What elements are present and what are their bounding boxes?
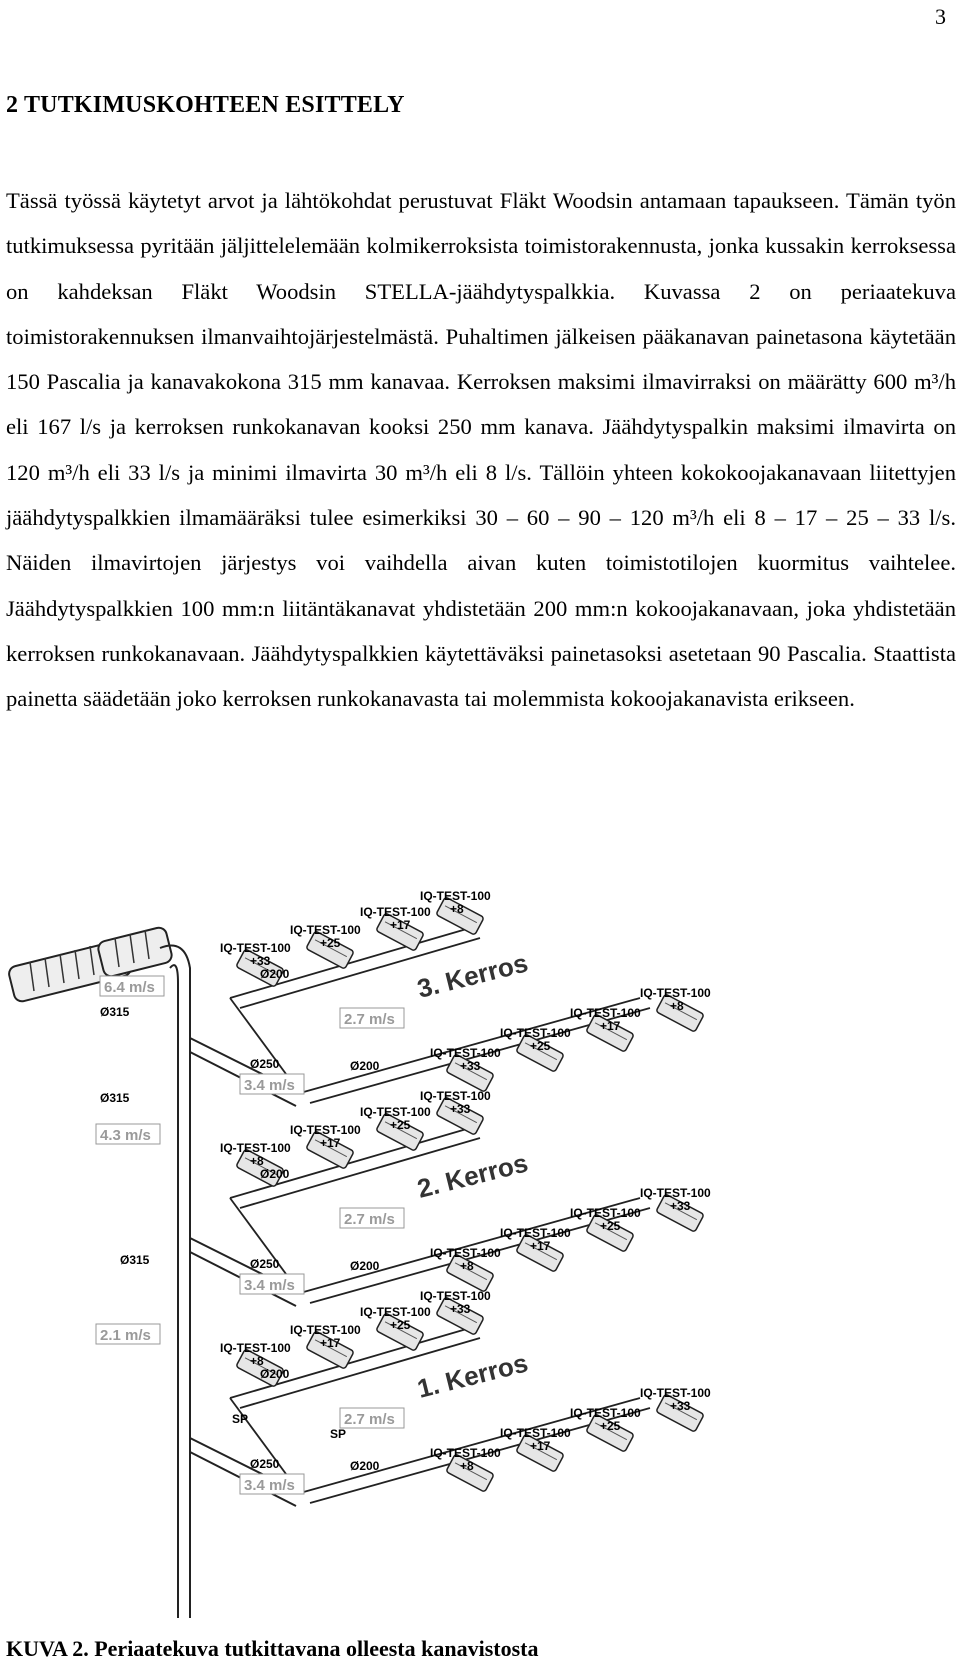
beam-flow-label: +8 <box>460 1459 474 1473</box>
beam-unit-label: IQ-TEST-100 <box>500 1226 571 1240</box>
beam-flow-label: +33 <box>450 1102 471 1116</box>
beam-flow-label: +17 <box>600 1019 621 1033</box>
paragraph-text: Tässä työssä käytetyt arvot ja lähtökohdat perustuvat Fläkt Woodsin antamaan tapaukseen. Tämän työn tutkimuksessa pyritään jäljittelelemään kolmikerroksista toimistorakennusta, jonka kussakin kerroksessa on kahdeksan Fläkt Woodsin STELLA-jäähdytyspalkkia. Kuvassa 2 on periaatekuva toimistorakennuksen ilmanvaihtojärjestelmästä. Puhaltimen jälkeisen pääkanavan painetasona käytetään 150 Pascalia ja kanavakokona 315 mm kanavaa. Kerroksen maksimi ilmavirraksi on määrätty 600 m³/h eli 167 l/s ja kerroksen runkokanavan kooksi 250 mm kanava. Jäähdytyspalkin maksimi ilmavirta on 120 m³/h eli 33 l/s ja minimi ilmavirta 30 m³/h eli 8 l/s. Tällöin yhteen kokokoojakanavaan liitettyjen jäähdytyspalkkien ilmamääräksi tulee esimerkiksi 30 – 60 – 90 – 120 m³/h eli 8 – 17 – 25 – 33 l/s. Näiden ilmavirtojen järjestys voi vaihdella aivan kuten toimistotilojen kuormitus vaihtelee. Jäähdytyspalkkien 100 mm:n liitäntäkanavat yhdistetään 200 mm:n kokoojakanavaan, joka yhdistetään kerroksen runkokanavaan. Jäähdytyspalkkien käytettäväksi painetasoksi asetetaan 90 Pascalia. Staattista painetta säädetään joko kerroksen runkokanavasta tai molemmista kokoojakanavista erikseen. <box>6 188 956 712</box>
header-diameter-b: Ø200 <box>350 1259 380 1273</box>
beam-unit-label: IQ-TEST-100 <box>570 1406 641 1420</box>
beam-flow-label: +8 <box>670 999 684 1013</box>
beam-flow-label: +25 <box>390 1118 411 1132</box>
beam-flow-label: +8 <box>250 1154 264 1168</box>
header-diameter: Ø200 <box>260 967 290 981</box>
trunk-diameter: Ø250 <box>250 1057 280 1071</box>
beam-flow-label: +17 <box>320 1136 341 1150</box>
beam-unit-label: IQ-TEST-100 <box>640 986 711 1000</box>
beam-unit-label: IQ-TEST-100 <box>430 1446 501 1460</box>
header-diameter: Ø200 <box>260 1167 290 1181</box>
beam-flow-label: +17 <box>390 918 411 932</box>
beam-flow-label: +33 <box>250 954 271 968</box>
branch-velocity-a: 2.7 m/s <box>344 1011 395 1028</box>
riser-velocity-mid: 4.3 m/s <box>100 1127 151 1144</box>
sp-label: SP <box>232 1412 249 1426</box>
trunk-diameter: Ø250 <box>250 1257 280 1271</box>
beam-unit-label: IQ-TEST-100 <box>420 1089 491 1103</box>
beam-unit-label: IQ-TEST-100 <box>420 889 491 903</box>
beam-unit-label: IQ-TEST-100 <box>290 923 361 937</box>
beam-flow-label: +33 <box>460 1059 481 1073</box>
beam-unit-label: IQ-TEST-100 <box>290 1323 361 1337</box>
beam-unit-label: IQ-TEST-100 <box>430 1046 501 1060</box>
duct-system-figure <box>0 888 960 1634</box>
beam-flow-label: +25 <box>390 1318 411 1332</box>
beam-flow-label: +17 <box>320 1336 341 1350</box>
beam-flow-label: +25 <box>320 936 341 950</box>
beam-unit-label: IQ-TEST-100 <box>430 1246 501 1260</box>
beam-unit-label: IQ-TEST-100 <box>570 1006 641 1020</box>
main-riser-duct <box>160 946 190 1619</box>
riser-velocity-low: 2.1 m/s <box>100 1327 151 1344</box>
floor-label: 1. Kerros <box>414 1347 531 1404</box>
beam-unit-label: IQ-TEST-100 <box>360 905 431 919</box>
branch-velocity-b: 3.4 m/s <box>244 1077 295 1094</box>
beam-unit-label: IQ-TEST-100 <box>360 1105 431 1119</box>
header-diameter-b: Ø200 <box>350 1059 380 1073</box>
beam-flow-label: +8 <box>460 1259 474 1273</box>
beam-flow-label: +25 <box>600 1219 621 1233</box>
beam-unit-label: IQ-TEST-100 <box>420 1289 491 1303</box>
beam-unit-label: IQ-TEST-100 <box>290 1123 361 1137</box>
beam-flow-label: +8 <box>450 902 464 916</box>
riser-velocity-labels <box>96 976 164 1344</box>
riser-diameter-top: Ø315 <box>100 1005 130 1019</box>
trunk-diameter: Ø250 <box>250 1457 280 1471</box>
header-diameter-b: Ø200 <box>350 1459 380 1473</box>
beam-unit-label: IQ-TEST-100 <box>220 1141 291 1155</box>
beam-flow-label: +25 <box>530 1039 551 1053</box>
beam-unit-label: IQ-TEST-100 <box>220 1341 291 1355</box>
beam-flow-label: +33 <box>670 1399 691 1413</box>
floor-2 <box>190 1089 711 1306</box>
floor-label: 2. Kerros <box>414 1147 531 1204</box>
header-diameter: Ø200 <box>260 1367 290 1381</box>
beam-flow-label: +8 <box>250 1354 264 1368</box>
beam-flow-label: +17 <box>530 1239 551 1253</box>
riser-velocity-top: 6.4 m/s <box>104 979 155 996</box>
floor-label: 3. Kerros <box>414 947 531 1004</box>
sp-label: SP <box>330 1427 347 1441</box>
figure-caption: KUVA 2. Periaatekuva tutkittavana olleesta kanavistosta <box>6 1636 539 1661</box>
beam-flow-label: +33 <box>450 1302 471 1316</box>
beam-unit-label: IQ-TEST-100 <box>640 1386 711 1400</box>
section-heading: 2 TUTKIMUSKOHTEEN ESITTELY <box>6 92 405 118</box>
branch-velocity-a: 2.7 m/s <box>344 1211 395 1228</box>
beam-unit-label: IQ-TEST-100 <box>220 941 291 955</box>
riser-diameter-mid: Ø315 <box>100 1091 130 1105</box>
beam-unit-label: IQ-TEST-100 <box>640 1186 711 1200</box>
beam-unit-label: IQ-TEST-100 <box>500 1426 571 1440</box>
branch-velocity-b: 3.4 m/s <box>244 1277 295 1294</box>
beam-unit-label: IQ-TEST-100 <box>500 1026 571 1040</box>
beam-unit-label: IQ-TEST-100 <box>360 1305 431 1319</box>
beam-unit-label: IQ-TEST-100 <box>570 1206 641 1220</box>
beam-flow-label: +33 <box>670 1199 691 1213</box>
body-paragraph <box>6 178 956 722</box>
beam-flow-label: +25 <box>600 1419 621 1433</box>
beam-flow-label: +17 <box>530 1439 551 1453</box>
branch-velocity-a: 2.7 m/s <box>344 1411 395 1428</box>
floor-3 <box>190 889 711 1106</box>
riser-diameter-low: Ø315 <box>120 1253 150 1267</box>
branch-velocity-b: 3.4 m/s <box>244 1477 295 1494</box>
page-number: 3 <box>935 4 946 29</box>
floor-1 <box>190 1289 711 1506</box>
